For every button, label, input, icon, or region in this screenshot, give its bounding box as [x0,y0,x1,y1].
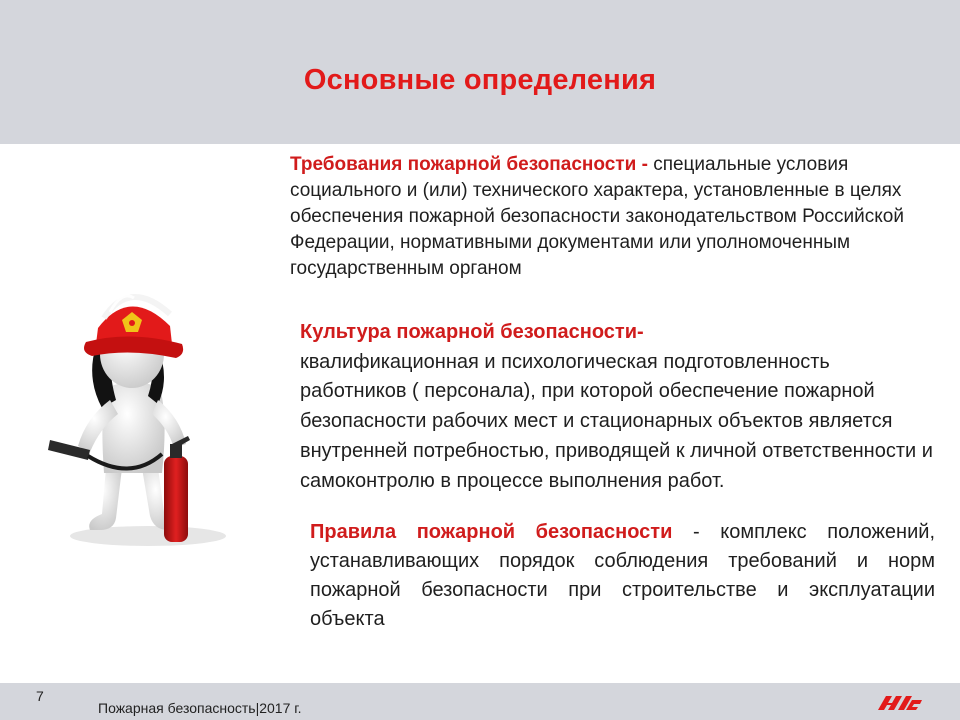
page-number: 7 [36,688,44,704]
definition-fire-safety-culture [300,318,940,496]
footer-caption: Пожарная безопасность|2017 г. [98,700,302,716]
definition-separator: - [672,521,721,543]
definition-text: специальные условия социального и (или) технического характера, установленные в целях обеспечения пожарной безопасности законодательством Российской Федерации, нормативными документами или уполномоченным государственным органом [290,154,904,279]
definition-term: Требования пожарной безопасности [290,154,637,175]
slide-title: Основные определения [303,64,657,96]
firefighter-with-extinguisher-icon [30,268,270,558]
definition-text: квалификационная и психологическая подготовленность работников ( персонала), при которой обеспечение пожарной безопасности рабочих мест и стационарных объектов является внутренней потребностью, приводящей к личной ответственности и самоконтролю в процессе выполнения работ. [300,350,933,492]
definition-fire-safety-requirements [290,152,930,282]
definition-text: комплекс положений, устанавливающих порядок соблюдения требований и норм пожарной безопасности при строительстве и эксплуатации объекта [310,521,935,630]
rzd-logo-icon [876,692,924,714]
definition-term: Культура пожарной безопасности- [300,321,644,343]
definition-fire-safety-rules [310,518,935,634]
definition-separator: - [636,154,654,175]
definition-term: Правила пожарной безопасности [310,521,673,543]
